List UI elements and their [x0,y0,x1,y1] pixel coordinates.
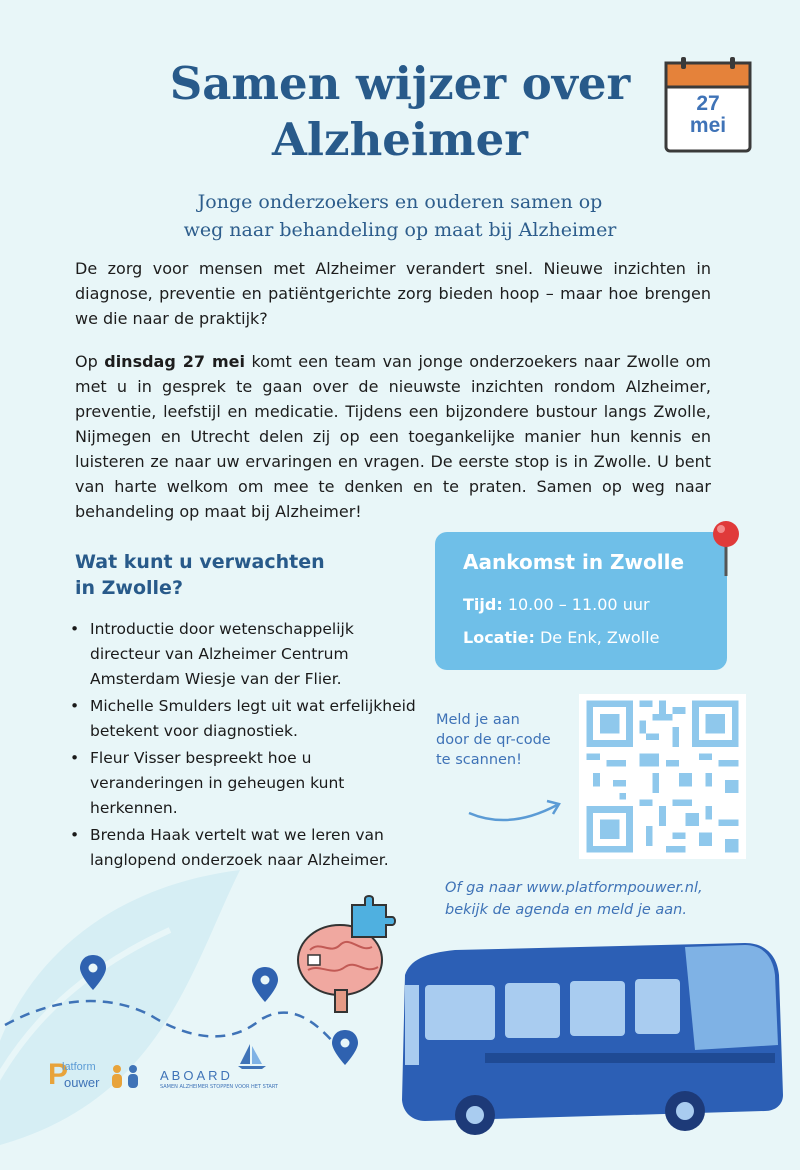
calendar-month: mei [689,114,727,137]
expect-list [64,617,424,875]
list-item: • Fleur Visser bespreekt hoe u veranderingen in geheugen kunt herkennen. [64,746,424,821]
people-icon [108,1064,142,1090]
intro-paragraph-1: De zorg voor mensen met Alzheimer verandert snel. Nieuwe inzichten in diagnose, preventie en patiëntgerichte zorg bieden hoop – maar hoe brengen we die naar de praktijk? [75,259,711,328]
calendar-date [663,93,753,137]
arrival-location: Locatie: De Enk, Zwolle [463,628,660,647]
arrival-title: Aankomst in Zwolle [463,550,685,574]
location-pin-icon [80,955,106,990]
qr-code[interactable] [579,694,746,859]
aboard-logo: ABOARD SAMEN ALZHEIMER STOPPEN VOOR HET START [160,1042,280,1092]
list-item: • Michelle Smulders legt uit wat erfelijkheid betekent voor diagnostiek. [64,694,424,744]
platform-pouwer-logo: P latform ouwer [48,1060,148,1092]
list-item: • Introductie door wetenschappelijk directeur van Alzheimer Centrum Amsterdam Wiesje van der Flier. [64,617,424,692]
arrival-box [435,532,727,670]
expect-heading: Wat kunt u verwachten in Zwolle? [75,551,325,599]
brain-puzzle-icon [290,895,400,1015]
page-title: Samen wijzer over Alzheimer [169,57,631,166]
sailboat-icon [238,1042,266,1070]
arrow-icon [467,795,567,825]
qr-prompt: Meld je aan door de qr-code te scannen! [436,712,551,768]
list-item: • Brenda Haak vertelt wat we leren van langlopend onderzoek naar Alzheimer. [64,823,424,873]
bus-illustration [385,935,785,1135]
event-date: dinsdag 27 mei [104,352,245,371]
map-pin-icon [706,518,746,580]
intro-paragraph-2: Op dinsdag 27 mei komt een team van jonge onderzoekers naar Zwolle om met u in gesprek te gaan over de nieuwste inzichten rondom Alzheimer, preventie, leefstijl en medicatie. Tijdens een bijzondere bustour langs Zwolle, Nijmegen en Utrecht delen zij op een toegankelijke manier hun kennis en luisteren ze naar uw ervaringen en vragen. De eerste stop is in Zwolle. U bent van harte welkom om mee te denken en te praten. Samen op weg naar behandeling op maat bij Alzheimer! [75,352,711,521]
arrival-time: Tijd: 10.00 – 11.00 uur [463,595,650,614]
location-pin-icon [252,967,278,1002]
calendar-day: 27 [696,92,720,115]
website-cta: Of ga naar www.platformpouwer.nl, bekijk de agenda en meld je aan. [445,880,703,918]
subtitle: Jonge onderzoekers en ouderen samen op weg naar behandeling op maat bij Alzheimer [183,191,617,241]
location-pin-icon [332,1030,358,1065]
